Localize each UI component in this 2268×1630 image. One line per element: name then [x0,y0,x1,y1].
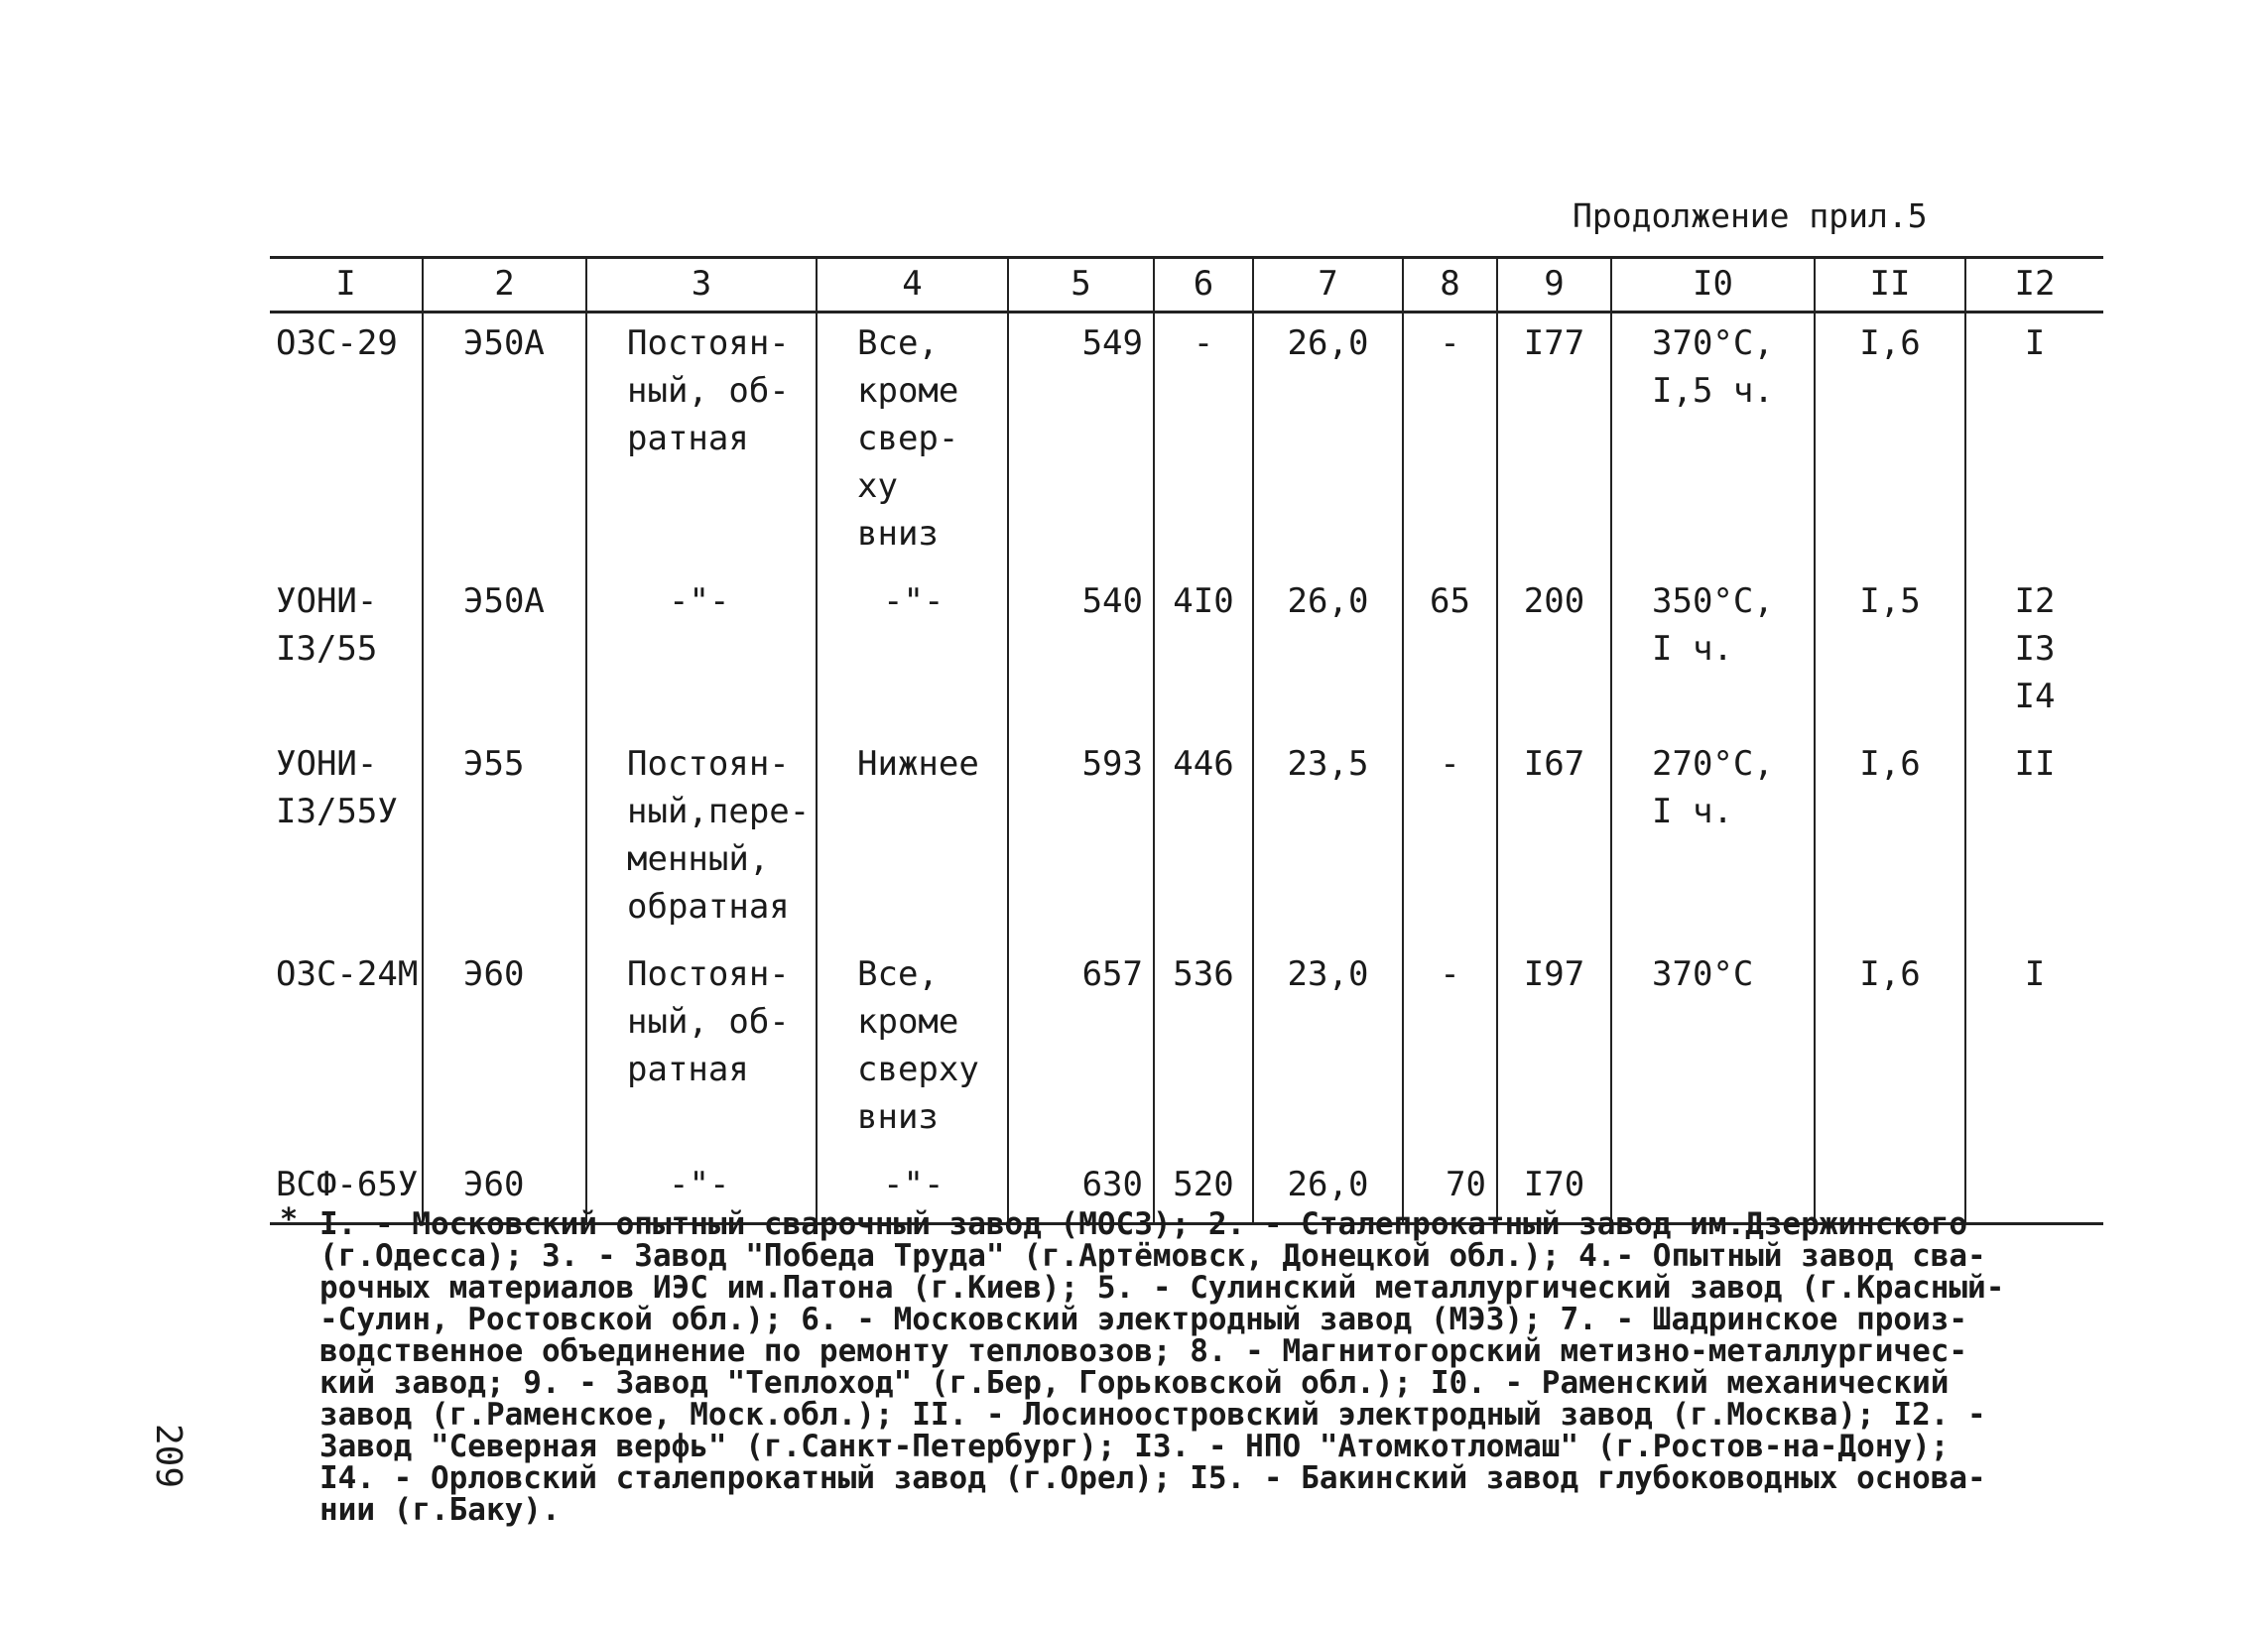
cell-electrode-type: Э60 [423,944,586,1155]
cell-col-9: I67 [1497,734,1611,944]
cell-col-6: - [1154,313,1253,572]
cell-col-8: - [1403,734,1497,944]
column-header: 6 [1154,258,1253,313]
cell-col-5: 630 [1008,1155,1154,1224]
cell-col-7: 23,5 [1253,734,1403,944]
cell-col-11: I,5 [1815,571,1965,734]
column-header: 3 [586,258,817,313]
column-header: 9 [1497,258,1611,313]
footnote [280,1202,2105,1528]
cell-current-type: Постоян- ный, об- ратная [586,944,817,1155]
column-header: 2 [423,258,586,313]
cell-col-6: 446 [1154,734,1253,944]
column-header: I0 [1611,258,1815,313]
cell-col-9: I97 [1497,944,1611,1155]
cell-col-5: 657 [1008,944,1154,1155]
cell-electrode-type: Э60 [423,1155,586,1224]
cell-drying-mode: 370°С [1611,944,1815,1155]
cell-current-type: Постоян- ный,пере- менный, обратная [586,734,817,944]
cell-manufacturer: I [1965,313,2103,572]
cell-col-11: I,6 [1815,313,1965,572]
footnote-text: I. - Московский опытный сварочный завод (МОСЗ); 2. - Сталепрокатный завод им.Дзержинского (г.Одесса); 3. - Завод "Победа Труда" (г.Артёмовск, Донецкой обл.); 4.- Опытный завод сва- рочных материалов ИЭС им.Патона (г.Киев); 5. - Сулинский металлургический завод (г.Красный- -Сулин, Ростовской обл.); 6. - Московский электродный завод (МЭЗ); 7. - Шадринское произ- водственное объединение по ремонту тепловозов; 8. - Магнитогорский метизно-металлургичес- кий завод; 9. - Завод "Теплоход" (г.Бер, Горьковской обл.); I0. - Раменский механический завод (г.Раменское, Моск.обл.); II. - Лосиноостровский электродный завод (г.Москва); I2. - Завод "Северная верфь" (г.Санкт-Петербург); I3. - НПО "Атомкотломаш" (г.Ростов-на-Дону); I4. - Орловский сталепрокатный завод (г.Орел); I5. - Бакинский завод глубоководных основа- нии (г.Баку). [319,1206,2005,1528]
table-caption: Продолжение прил.5 [1573,196,1928,235]
cell-weld-position: Все, кроме сверху вниз [817,944,1008,1155]
cell-current-type: -"- [586,1155,817,1224]
table-row [270,313,2103,572]
cell-manufacturer: II [1965,734,2103,944]
column-header: 5 [1008,258,1154,313]
cell-col-11: I,6 [1815,734,1965,944]
column-header: I [270,258,423,313]
cell-drying-mode: 370°С, I,5 ч. [1611,313,1815,572]
column-header: 7 [1253,258,1403,313]
column-header: II [1815,258,1965,313]
cell-col-7: 26,0 [1253,1155,1403,1224]
cell-col-7: 26,0 [1253,313,1403,572]
cell-col-8: - [1403,944,1497,1155]
cell-manufacturer: I2 I3 I4 [1965,571,2103,734]
cell-col-8: - [1403,313,1497,572]
cell-electrode-brand: ВСФ-65У [270,1155,423,1224]
table-row [270,571,2103,734]
cell-electrode-brand: ОЗС-24М [270,944,423,1155]
table-header-row [270,258,2103,313]
cell-electrode-type: Э50А [423,313,586,572]
table-row [270,734,2103,944]
cell-weld-position: Все, кроме свер- ху вниз [817,313,1008,572]
footnote-mark: * [280,1202,299,1237]
cell-col-5: 593 [1008,734,1154,944]
table-row [270,944,2103,1155]
cell-current-type: Постоян- ный, об- ратная [586,313,817,572]
cell-col-6: 536 [1154,944,1253,1155]
cell-col-9: I70 [1497,1155,1611,1224]
cell-electrode-type: Э55 [423,734,586,944]
cell-col-5: 540 [1008,571,1154,734]
cell-electrode-brand: ОЗС-29 [270,313,423,572]
cell-col-8: 65 [1403,571,1497,734]
column-header: 4 [817,258,1008,313]
cell-electrode-brand: УОНИ- I3/55У [270,734,423,944]
cell-drying-mode: 350°С, I ч. [1611,571,1815,734]
column-header: 8 [1403,258,1497,313]
cell-weld-position: -"- [817,1155,1008,1224]
cell-current-type: -"- [586,571,817,734]
cell-col-6: 520 [1154,1155,1253,1224]
cell-col-6: 4I0 [1154,571,1253,734]
cell-weld-position: -"- [817,571,1008,734]
cell-weld-position: Нижнее [817,734,1008,944]
cell-col-11: I,6 [1815,944,1965,1155]
cell-col-7: 23,0 [1253,944,1403,1155]
page-number: 209 [148,1424,189,1489]
cell-electrode-brand: УОНИ- I3/55 [270,571,423,734]
cell-col-5: 549 [1008,313,1154,572]
cell-electrode-type: Э50А [423,571,586,734]
cell-col-9: I77 [1497,313,1611,572]
data-table-container [270,256,2103,1225]
cell-col-9: 200 [1497,571,1611,734]
cell-col-8: 70 [1403,1155,1497,1224]
cell-drying-mode: 270°С, I ч. [1611,734,1815,944]
cell-col-7: 26,0 [1253,571,1403,734]
data-table [270,256,2103,1225]
column-header: I2 [1965,258,2103,313]
cell-manufacturer: I [1965,944,2103,1155]
